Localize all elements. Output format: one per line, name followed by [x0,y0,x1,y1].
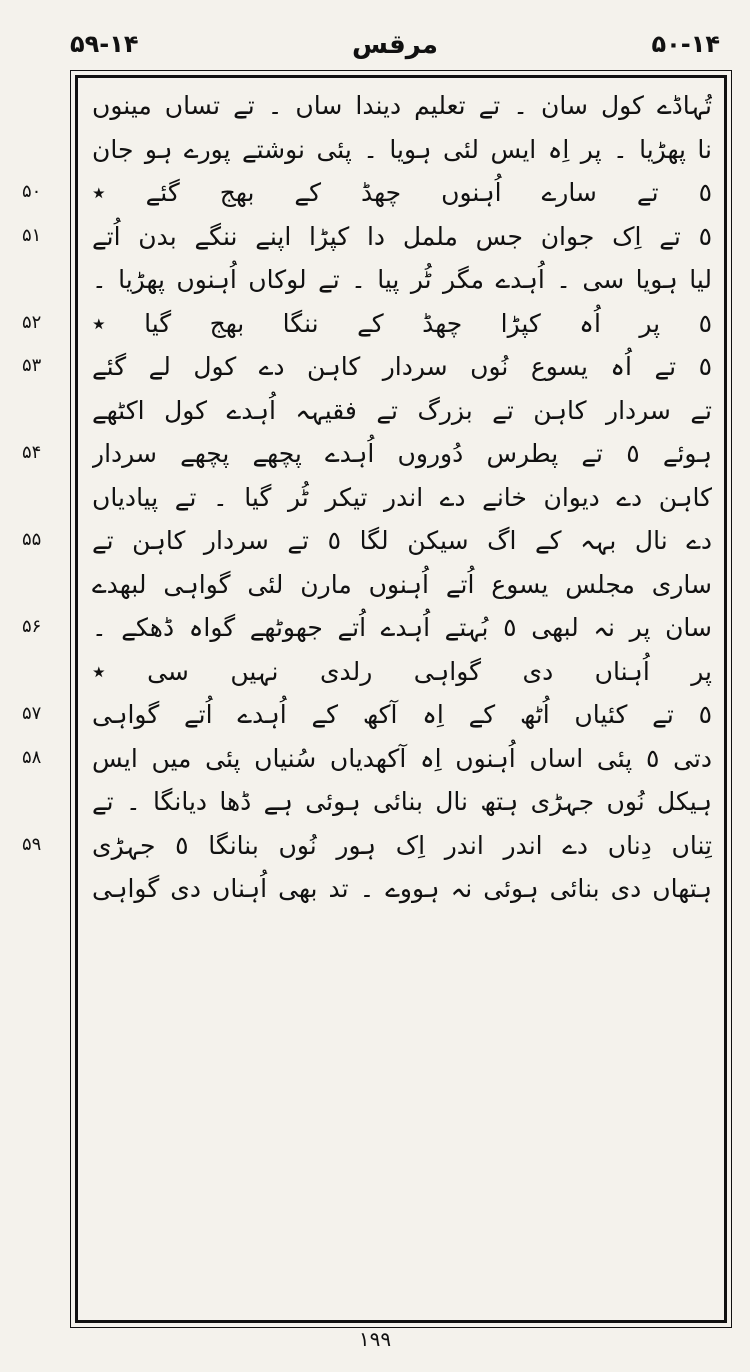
verse-number: ۵۹ [22,833,42,855]
text-line: کاہن دے دیوان خانے دے اندر تیکر ٹُر گیا ۔ تے پیادیاں [92,482,712,512]
text-line: ٥ تے اُہ یسوع نُوں سردار کاہن دے کول لے گئے [92,352,712,381]
text-line: نا پھڑیا ۔ پر اِہ ایس لئی ہویا ۔ پئی نوشتے پورے ہو جان [92,134,712,164]
text-line: ٥ پر اُہ کپڑا چھڈ کے ننگا بھج گیا ٭ [92,308,712,338]
verse-number: ۵۰ [22,181,42,202]
text-line: دتی ٥ پئی اساں اُہنوں اِہ آکھدیاں سُنیاں پئی میں ایس [92,743,712,773]
verse-number: ۵۲ [22,311,42,333]
header-verse-range-left: ۵۹-۱۴ [70,30,139,58]
text-line: ہتھاں دی بنائی ہوئی نہ ہووے ۔ تد بھی اُہناں دی گواہی [92,874,712,903]
header-book-title: مرقس [351,30,439,60]
verse-number: ۵۳ [22,355,42,376]
verse-number: ۵۴ [22,442,42,463]
text-line: ٥ تے اِک جوان جس ململ دا کپڑا اپنے ننگے بدن اُتے [92,221,712,251]
text-line: ہیکل نُوں جہڑی ہتھ نال بنائی ہوئی ہے ڈھا دیانگا ۔ تے [92,787,712,816]
page-header [70,30,720,70]
header-verse-range-right: ۵۰-۱۴ [651,30,720,58]
text-line: پر اُہناں دی گواہی رلدی نہیں سی ٭ [92,656,712,686]
text-line: ہوئے ٥ تے پطرس دُوروں اُہدے پچھے پچھے سردار [92,439,712,468]
text-line: تِناں دِناں دے اندر اندر اِک ہور نُوں بنانگا ٥ جہڑی [92,830,712,860]
page-number: ۱۹۹ [358,1327,392,1351]
text-line: دے نال بہہ کے اگ سیکن لگا ٥ تے سردار کاہن تے [92,526,712,555]
text-line: ٥ تے کئیاں اُٹھ کے اِہ آکھ کے اُہدے اُتے گواہی [92,700,712,729]
verse-number: ۵۶ [22,616,42,637]
text-line: ٥ تے سارے اُہنوں چھڈ کے بھج گئے ٭ [92,178,712,207]
text-line: تُہاڈے کول سان ۔ تے تعلیم دیندا ساں ۔ تے تساں مینوں [92,91,712,120]
verse-number: ۵۱ [22,224,42,246]
text-line: تے سردار کاہن تے بزرگ تے فقیہہ اُہدے کول اکٹھے [92,395,712,425]
text-line: لیا ہویا سی ۔ اُہدے مگر ٹُر پیا ۔ تے لوکاں اُہنوں پھڑیا ۔ [92,265,712,294]
text-line: سان پر نہ لبھی ٥ بُہتے اُہدے اُتے جھوٹھے گواہ ڈھکے ۔ [92,613,712,642]
verse-number: ۵۵ [22,529,42,550]
verse-number: ۵۸ [22,746,42,768]
text-body [92,84,712,911]
verse-number: ۵۷ [22,703,42,724]
text-line: ساری مجلس یسوع اُتے اُہنوں مارن لئی گواہی لبھدے [92,569,712,599]
